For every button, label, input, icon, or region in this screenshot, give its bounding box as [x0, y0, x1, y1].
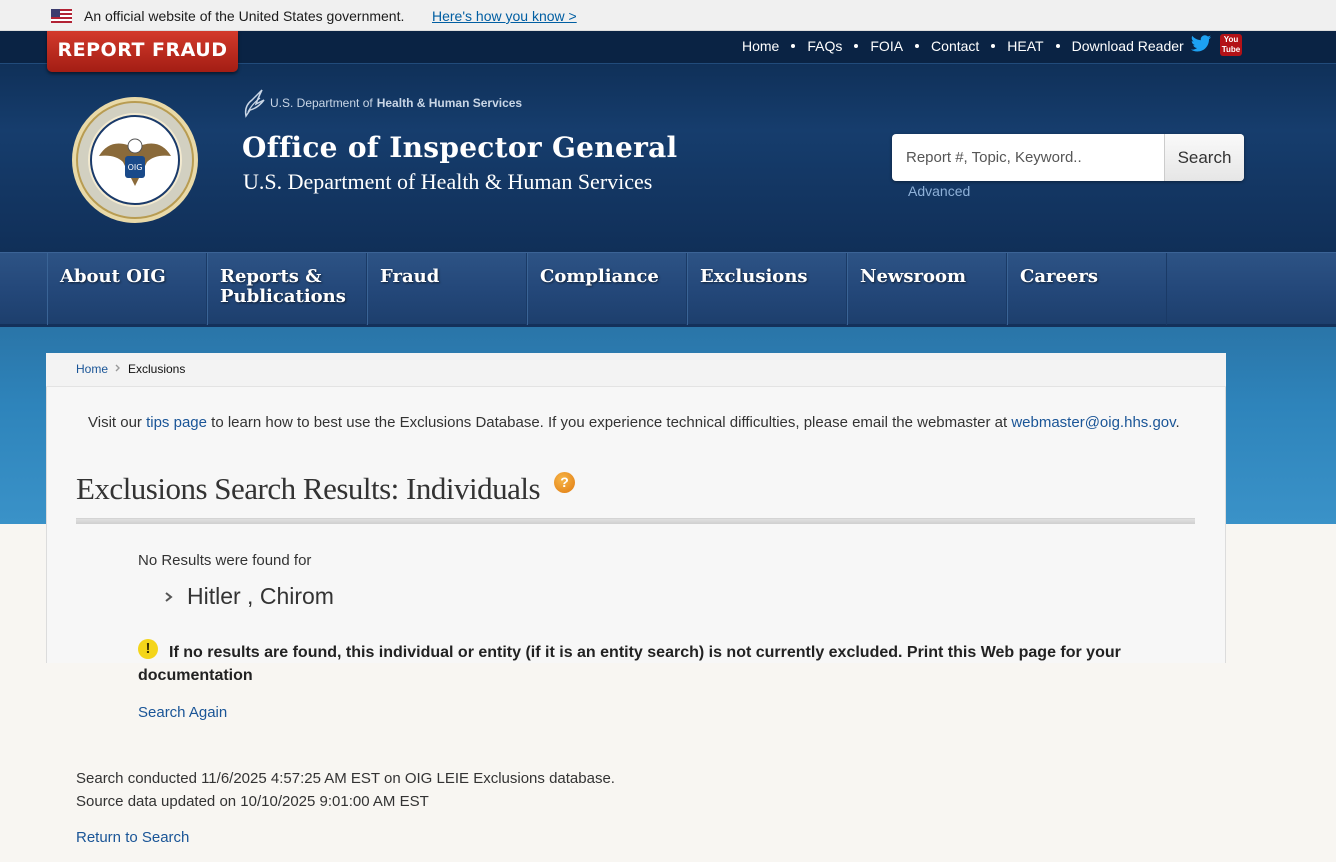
tips-text-1: Visit our — [88, 414, 147, 431]
nav-separator — [991, 44, 995, 48]
utility-download-reader-link[interactable]: Download Reader — [1071, 38, 1184, 54]
tips-message — [88, 414, 1180, 431]
utility-contact-link[interactable]: Contact — [931, 38, 980, 54]
twitter-icon[interactable] — [1190, 34, 1212, 54]
no-results-text: No Results were found for — [138, 552, 312, 569]
utility-foia-link[interactable]: FOIA — [870, 38, 904, 54]
youtube-icon[interactable] — [1220, 34, 1242, 56]
nav-compliance[interactable]: Compliance — [527, 253, 687, 325]
main-nav — [0, 252, 1336, 327]
nav-separator — [915, 44, 919, 48]
nav-separator — [854, 44, 858, 48]
org-subtitle: U.S. Department of Health & Human Services — [243, 169, 653, 194]
tips-text-3: . — [1175, 414, 1180, 431]
dept-name: Health & Human Services — [376, 96, 523, 110]
return-to-search-link[interactable]: Return to Search — [76, 829, 190, 846]
bullet-arrow-icon — [165, 592, 173, 602]
help-icon[interactable]: ? — [554, 472, 575, 493]
utility-heat-link[interactable]: HEAT — [1007, 38, 1044, 54]
heading-divider — [76, 518, 1195, 524]
dept-prefix: U.S. Department of — [270, 96, 373, 110]
tips-text-2: to learn how to best use the Exclusions Database. If you experience technical difficulties, please email the webmaster at — [206, 414, 1012, 431]
site-search — [892, 134, 1244, 181]
nav-separator — [791, 44, 795, 48]
search-meta — [76, 767, 615, 813]
gov-banner-text: An official website of the United States government. — [84, 8, 405, 24]
nav-exclusions[interactable]: Exclusions — [687, 253, 847, 325]
webmaster-email-link[interactable]: webmaster@oig.hhs.gov — [1011, 414, 1176, 431]
nav-separator — [1056, 44, 1060, 48]
org-title[interactable]: Office of Inspector General — [242, 131, 678, 164]
breadcrumb-home-link[interactable]: Home — [76, 362, 109, 376]
search-conducted-text: Search conducted 11/6/2025 4:57:25 AM EST on OIG LEIE Exclusions database. — [76, 770, 615, 787]
site-header — [0, 31, 1336, 252]
utility-faqs-link[interactable]: FAQs — [807, 38, 843, 54]
oig-seal-logo[interactable] — [71, 96, 199, 224]
page-title: Exclusions Search Results: Individuals — [76, 471, 541, 506]
breadcrumb — [46, 353, 1226, 387]
hhs-eagle-icon — [242, 88, 266, 118]
search-again-link[interactable]: Search Again — [138, 704, 228, 721]
report-fraud-button[interactable]: REPORT FRAUD — [47, 31, 238, 72]
site-search-button[interactable]: Search — [1164, 134, 1244, 181]
youtube-icon-text-top: You — [1223, 35, 1239, 44]
nav-about-oig[interactable]: About OIG — [47, 253, 207, 325]
searched-name: Hitler , Chirom — [187, 583, 334, 609]
breadcrumb-current: Exclusions — [128, 362, 186, 376]
breadcrumb-arrow-icon — [115, 364, 121, 372]
utility-home-link[interactable]: Home — [742, 38, 780, 54]
tips-page-link[interactable]: tips page — [146, 414, 207, 431]
youtube-icon-text-bottom: Tube — [1221, 45, 1241, 54]
hhs-department-line[interactable] — [242, 88, 522, 118]
nav-newsroom[interactable]: Newsroom — [847, 253, 1007, 325]
warning-icon: ! — [138, 639, 158, 659]
source-updated-text: Source data updated on 10/10/2025 9:01:00 AM EST — [76, 793, 429, 810]
advanced-search-link[interactable]: Advanced — [908, 183, 971, 199]
site-search-input[interactable] — [892, 134, 1164, 181]
us-flag-icon — [51, 9, 72, 23]
utility-nav — [742, 38, 1212, 54]
not-excluded-warning: If no results are found, this individual or entity (if it is an entity search) is not currently excluded. Print this Web page for your documentation — [138, 644, 1121, 684]
nav-reports-publications[interactable]: Reports & Publications — [207, 253, 367, 325]
nav-fraud[interactable]: Fraud — [367, 253, 527, 325]
heres-how-you-know-link[interactable]: Here's how you know > — [432, 8, 577, 24]
seal-initials: OIG — [127, 163, 143, 172]
content-card — [46, 353, 1226, 663]
nav-careers[interactable]: Careers — [1007, 253, 1167, 325]
gov-banner — [0, 0, 1336, 31]
